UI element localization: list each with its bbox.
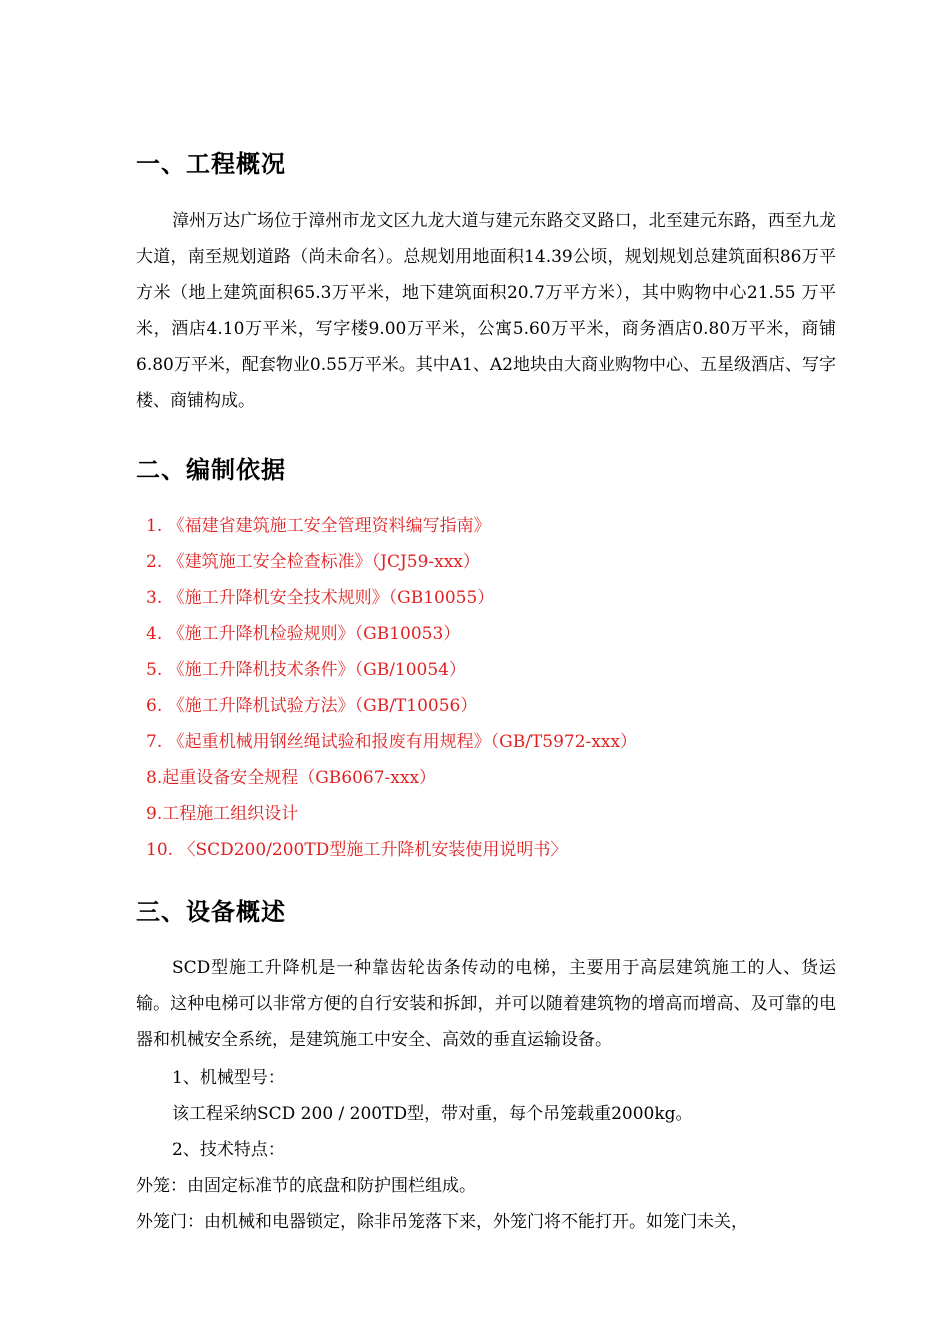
section-1-body: 漳州万达广场位于漳州市龙文区九龙大道与建元东路交叉路口，北至建元东路，西至九龙大道，南至规划道路（尚未命名）。总规划用地面积14.39公顷，规划规划总建筑面积86万平方米（地上建筑面积65.3万平米，地下建筑面积20.7万平方米），其中购物中心21.55 万平米，酒店4.10万平米，写字楼9.00万平米，公寓5.60万平米，商务酒店0.80万平米，商铺6.80万平米，配套物业0.55万平米。其中A1、A2地块由大商业购物中心、五星级酒店、写字楼、商铺构成。 <box>136 211 836 411</box>
outer-cage-text: 外笼：由固定标准节的底盘和防护围栏组成。 <box>136 1176 476 1196</box>
model-text: 该工程采纳SCD 200 / 200TD型，带对重，每个吊笼载重2000kg。 <box>172 1104 693 1124</box>
section-1-heading: 一、工程概况 <box>136 150 286 178</box>
reference-item: 7. 《起重机械用钢丝绳试验和报废有用规程》（GB/T5972-xxx） <box>146 732 638 752</box>
model-heading: 1、机械型号： <box>172 1068 285 1088</box>
reference-item: 2. 《建筑施工安全检查标准》（JCJ59-xxx） <box>146 552 480 572</box>
section-3-heading: 三、设备概述 <box>136 898 286 926</box>
reference-item: 3. 《施工升降机安全技术规则》（GB10055） <box>146 588 495 608</box>
reference-item: 10. 〈SCD200/200TD型施工升降机安装使用说明书〉 <box>146 840 568 860</box>
reference-item: 6. 《施工升降机试验方法》（GB/T10056） <box>146 696 478 716</box>
reference-item: 4. 《施工升降机检验规则》（GB10053） <box>146 624 461 644</box>
outer-door-text: 外笼门：由机械和电器锁定，除非吊笼落下来，外笼门将不能打开。如笼门未关， <box>136 1212 748 1232</box>
reference-item: 9.工程施工组织设计 <box>146 804 299 824</box>
section-3-intro: SCD型施工升降机是一种靠齿轮齿条传动的电梯，主要用于高层建筑施工的人、货运输。这种电梯可以非常方便的自行安装和拆卸，并可以随着建筑物的增高而增高、及可靠的电器和机械安全系统，是建筑施工中安全、高效的垂直运输设备。 <box>136 958 836 1050</box>
reference-item: 1. 《福建省建筑施工安全管理资料编写指南》 <box>146 516 491 536</box>
reference-item: 5. 《施工升降机技术条件》（GB/10054） <box>146 660 467 680</box>
reference-list <box>146 508 637 868</box>
reference-item: 8.起重设备安全规程（GB6067-xxx） <box>146 768 437 788</box>
section-2-heading: 二、编制依据 <box>136 456 286 484</box>
features-heading: 2、技术特点： <box>172 1140 285 1160</box>
